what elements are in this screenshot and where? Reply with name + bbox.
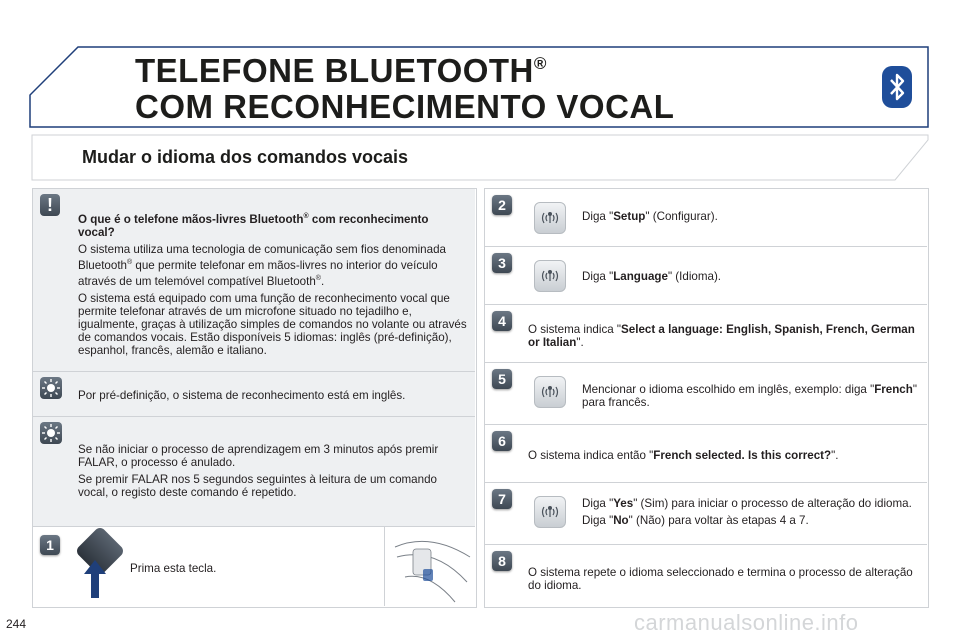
lightbulb-icon [40,377,62,399]
tip-text-2: Se não iniciar o processo de aprendizagem em 3 minutos após premir FALAR, o processo é anulado. Se premir FALAR nos 5 segundos seguintes à leitura de um comando vocal, o registo deste comando é repetido. [78,443,439,499]
step1-text: Prima esta tecla. [130,562,217,575]
warning-icon: ! [40,194,60,216]
bluetooth-icon [882,66,912,108]
step-number-4: 4 [492,311,512,331]
arrow-up-icon [84,560,106,598]
tip-text-1: Por pré-definição, o sistema de reconhecimento está em inglês. [78,389,406,402]
step-number-5: 5 [492,369,512,389]
step-text-6: O sistema indica então "French selected. Is this correct?". [528,449,839,462]
page-number: 244 [6,617,27,631]
step-number-1: 1 [40,535,60,555]
page-title-line1: TELEFONE BLUETOOTH® [135,52,547,89]
steering-wheel-illustration [384,527,476,606]
step-number-2: 2 [492,195,512,215]
section-title: Mudar o idioma dos comandos vocais [82,147,409,167]
step-text-8: O sistema repete o idioma seleccionado e termina o processo de alteração do idioma. [528,566,913,592]
step-number-6: 6 [492,431,512,451]
voice-command-icon [534,496,566,528]
step-text-5: Mencionar o idioma escolhido em inglês, exemplo: diga "French" para francês. [582,383,917,409]
step-number-7: 7 [492,489,512,509]
watermark: carmanualsonline.info [634,610,859,635]
voice-command-icon [534,376,566,408]
page-title-line2: COM RECONHECIMENTO VOCAL [135,88,675,125]
step-text-7: Diga "Yes" (Sim) para iniciar o processo de alteração do idioma. Diga "No" (Não) para voltar às etapas 4 a 7. [582,497,912,527]
step-text-3: Diga "Language" (Idioma). [582,270,722,283]
step-number-8: 8 [492,551,512,571]
lightbulb-icon [40,422,62,444]
step-text-2: Diga "Setup" (Configurar). [582,210,718,223]
voice-command-icon [534,202,566,234]
info-text: O que é o telefone mãos-livres Bluetooth® com reconhecimento vocal? O sistema utiliza uma tecnologia de comunicação sem fios denominada Bluetooth® que permite telefonar em mãos-livres no interior do veículo através de um telemóvel compatível Bluetooth®. O sistema está equipado com uma função de reconhecimento vocal que permite telefonar através de um microfone situado no tejadilho e, igualmente, graças à utilização simples de comandos no volante ou através de comandos vocais. Estão disponíveis 5 idiomas: inglês (pré-definição), espanhol, francês, alemão e italiano. [78,212,467,357]
step-text-4: O sistema indica "Select a language: English, Spanish, French, German or Italian". [528,323,915,349]
voice-command-icon [534,260,566,292]
step-number-3: 3 [492,253,512,273]
